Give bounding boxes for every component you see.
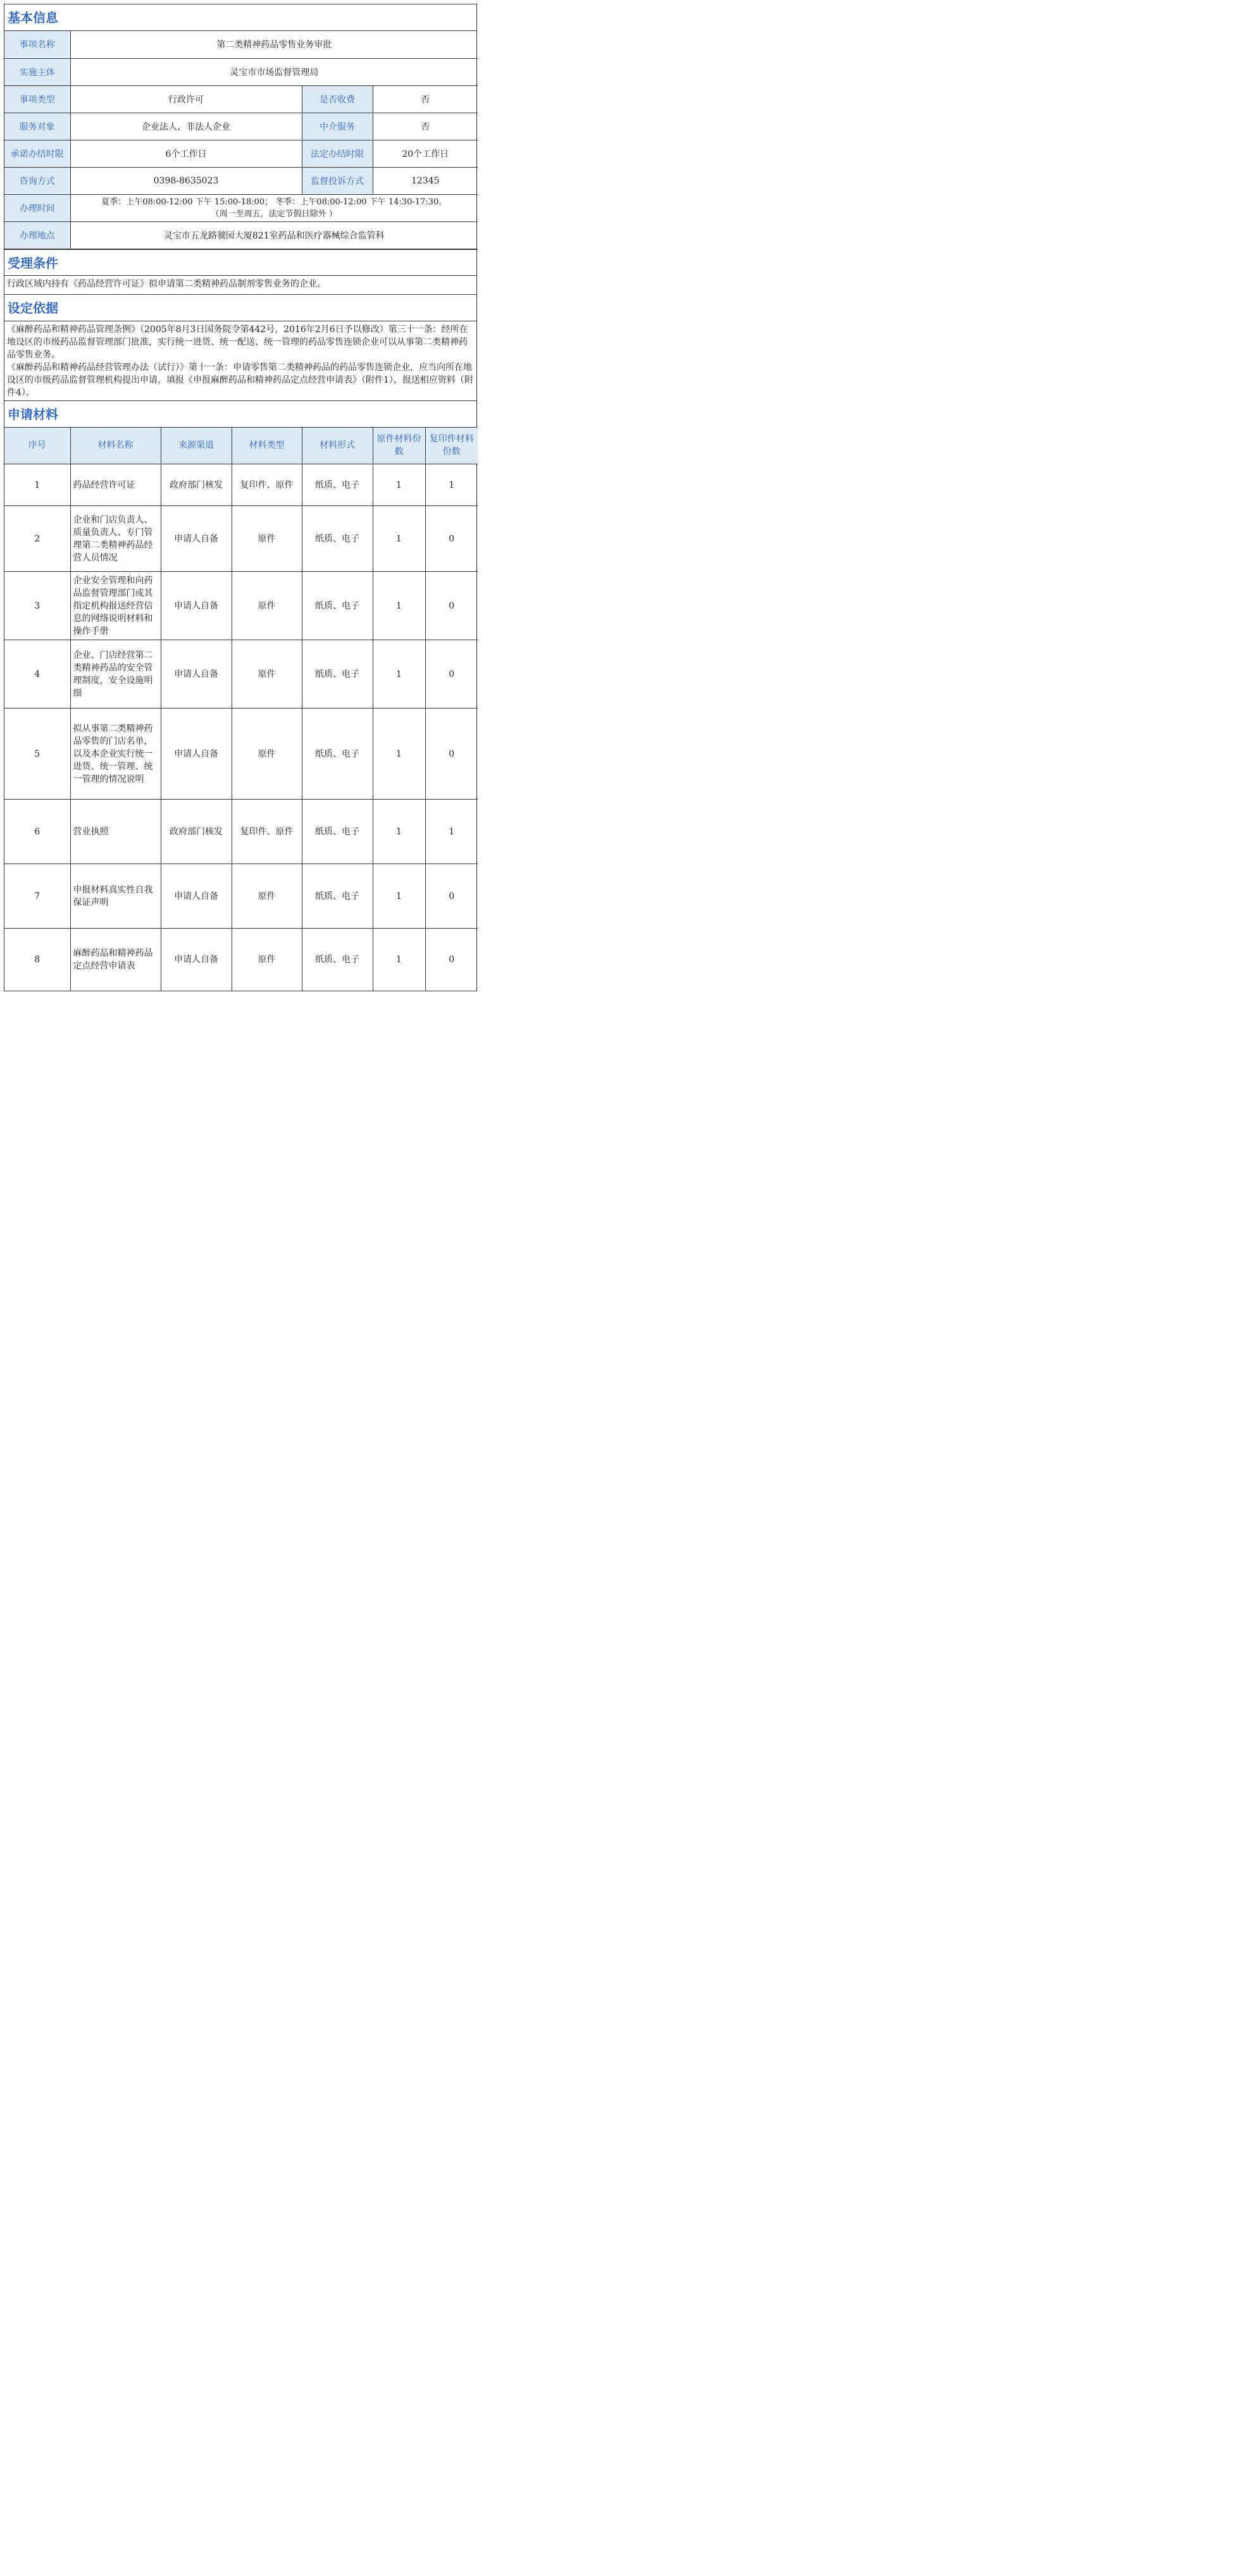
material-type: 原件 (232, 506, 302, 572)
material-source: 申请人自备 (161, 709, 232, 800)
subject-label: 实施主体 (4, 58, 70, 85)
table-row (4, 800, 478, 864)
material-source: 政府部门核发 (161, 464, 232, 506)
table-row (4, 864, 478, 929)
complaint-label: 监督投诉方式 (302, 167, 373, 194)
row-index: 5 (4, 709, 70, 800)
material-type: 复印件、原件 (232, 464, 302, 506)
material-name: 药品经营许可证 (70, 464, 161, 506)
row-index: 4 (4, 640, 70, 709)
table-row (4, 464, 478, 506)
original-copies: 1 (373, 864, 425, 929)
original-copies: 1 (373, 464, 425, 506)
fee-value: 否 (373, 85, 478, 113)
material-type: 原件 (232, 709, 302, 800)
photocopy-copies: 0 (425, 864, 478, 929)
material-type: 原件 (232, 864, 302, 929)
row-index: 6 (4, 800, 70, 864)
photocopy-copies: 1 (425, 464, 478, 506)
header-photocopy-copies: 复印件材料份数 (425, 428, 478, 464)
row-index: 7 (4, 864, 70, 929)
hours-line-2: （周一至周五，法定节假日除外 ） (211, 209, 337, 219)
header-material-form: 材料形式 (302, 428, 373, 464)
basis-paragraph-1: 《麻醉药品和精神药品管理条例》（2005年8月3日国务院令第442号，2016年2月6日予以修改）第三十一条：经所在地设区的市级药品监督管理部门批准，实行统一进货、统一配送、统一管理的药品零售连锁企业可以从事第二类精神药品零售业务。 (7, 324, 468, 360)
material-form: 纸质、电子 (302, 640, 373, 709)
material-name: 营业执照 (70, 800, 161, 864)
complaint-value: 12345 (373, 167, 478, 194)
original-copies: 1 (373, 506, 425, 572)
original-copies: 1 (373, 640, 425, 709)
header-material-name: 材料名称 (70, 428, 161, 464)
agency-label: 中介服务 (302, 113, 373, 140)
address-value: 灵宝市五龙路虢园大厦821室药品和医疗器械综合监管科 (70, 221, 478, 249)
material-type: 原件 (232, 572, 302, 640)
row-index: 1 (4, 464, 70, 506)
table-row (4, 572, 478, 640)
type-value: 行政许可 (70, 85, 302, 113)
materials-table (4, 428, 478, 991)
photocopy-copies: 0 (425, 572, 478, 640)
address-label: 办理地点 (4, 221, 70, 249)
legal-label: 法定办结时限 (302, 140, 373, 167)
item-name-value: 第二类精神药品零售业务审批 (70, 31, 478, 58)
photocopy-copies: 0 (425, 929, 478, 991)
basis-text (4, 321, 476, 401)
original-copies: 1 (373, 709, 425, 800)
photocopy-copies: 0 (425, 709, 478, 800)
section-title-basis: 设定依据 (4, 295, 476, 321)
material-form: 纸质、电子 (302, 506, 373, 572)
material-form: 纸质、电子 (302, 709, 373, 800)
hours-label: 办理时间 (4, 194, 70, 221)
target-label: 服务对象 (4, 113, 70, 140)
material-name: 企业安全管理和向药品监督管理部门或其指定机构报送经营信息的网络说明材料和操作手册 (70, 572, 161, 640)
table-row (4, 506, 478, 572)
hours-value (70, 194, 478, 221)
row-index: 2 (4, 506, 70, 572)
material-name: 拟从事第二类精神药品零售的门店名单，以及本企业实行统一进货、统一管理、统一管理的情况说明 (70, 709, 161, 800)
conditions-text: 行政区域内持有《药品经营许可证》拟申请第二类精神药品制剂零售业务的企业。 (4, 276, 476, 295)
agency-value: 否 (373, 113, 478, 140)
material-form: 纸质、电子 (302, 464, 373, 506)
material-form: 纸质、电子 (302, 800, 373, 864)
section-title-materials: 申请材料 (4, 401, 476, 428)
basis-paragraph-2: 《麻醉药品和精神药品经营管理办法（试行）》第十一条：申请零售第二类精神药品的药品零售连锁企业，应当向所在地设区的市级药品监督管理机构提出申请，填报《申报麻醉药品和精神药品定点经营申请表》（附件1），报送相应资料（附件4）。 (7, 362, 473, 398)
material-source: 申请人自备 (161, 864, 232, 929)
photocopy-copies: 0 (425, 506, 478, 572)
material-name: 企业、门店经营第二类精神药品的安全管理制度，安全设施明细 (70, 640, 161, 709)
material-source: 申请人自备 (161, 929, 232, 991)
material-type: 原件 (232, 640, 302, 709)
material-form: 纸质、电子 (302, 864, 373, 929)
table-row (4, 640, 478, 709)
consult-value: 0398-8635023 (70, 167, 302, 194)
photocopy-copies: 0 (425, 640, 478, 709)
material-name: 申报材料真实性自我保证声明 (70, 864, 161, 929)
consult-label: 咨询方式 (4, 167, 70, 194)
original-copies: 1 (373, 572, 425, 640)
hours-line-1: 夏季：上午08:00-12:00 下午 15:00-18:00； 冬季：上午08:00-12:00 下午 14:30-17:30。 (101, 197, 447, 207)
legal-value: 20个工作日 (373, 140, 478, 167)
basic-info-table (4, 31, 478, 249)
material-name: 麻醉药品和精神药品定点经营申请表 (70, 929, 161, 991)
type-label: 事项类型 (4, 85, 70, 113)
table-row (4, 929, 478, 991)
fee-label: 是否收费 (302, 85, 373, 113)
material-type: 复印件、原件 (232, 800, 302, 864)
original-copies: 1 (373, 929, 425, 991)
material-source: 政府部门核发 (161, 800, 232, 864)
original-copies: 1 (373, 800, 425, 864)
row-index: 8 (4, 929, 70, 991)
header-source: 来源渠道 (161, 428, 232, 464)
material-form: 纸质、电子 (302, 929, 373, 991)
header-index: 序号 (4, 428, 70, 464)
material-source: 申请人自备 (161, 572, 232, 640)
section-title-basic: 基本信息 (4, 4, 476, 31)
section-title-conditions: 受理条件 (4, 249, 476, 276)
promise-value: 6个工作日 (70, 140, 302, 167)
material-source: 申请人自备 (161, 640, 232, 709)
material-type: 原件 (232, 929, 302, 991)
service-guide-page (4, 4, 477, 991)
row-index: 3 (4, 572, 70, 640)
subject-value: 灵宝市市场监督管理局 (70, 58, 478, 85)
header-original-copies: 原件材料份数 (373, 428, 425, 464)
item-name-label: 事项名称 (4, 31, 70, 58)
material-name: 企业和门店负责人、质量负责人、专门管理第二类精神药品经营人员情况 (70, 506, 161, 572)
material-source: 申请人自备 (161, 506, 232, 572)
header-material-type: 材料类型 (232, 428, 302, 464)
table-row (4, 709, 478, 800)
target-value: 企业法人、非法人企业 (70, 113, 302, 140)
promise-label: 承诺办结时限 (4, 140, 70, 167)
photocopy-copies: 1 (425, 800, 478, 864)
material-form: 纸质、电子 (302, 572, 373, 640)
